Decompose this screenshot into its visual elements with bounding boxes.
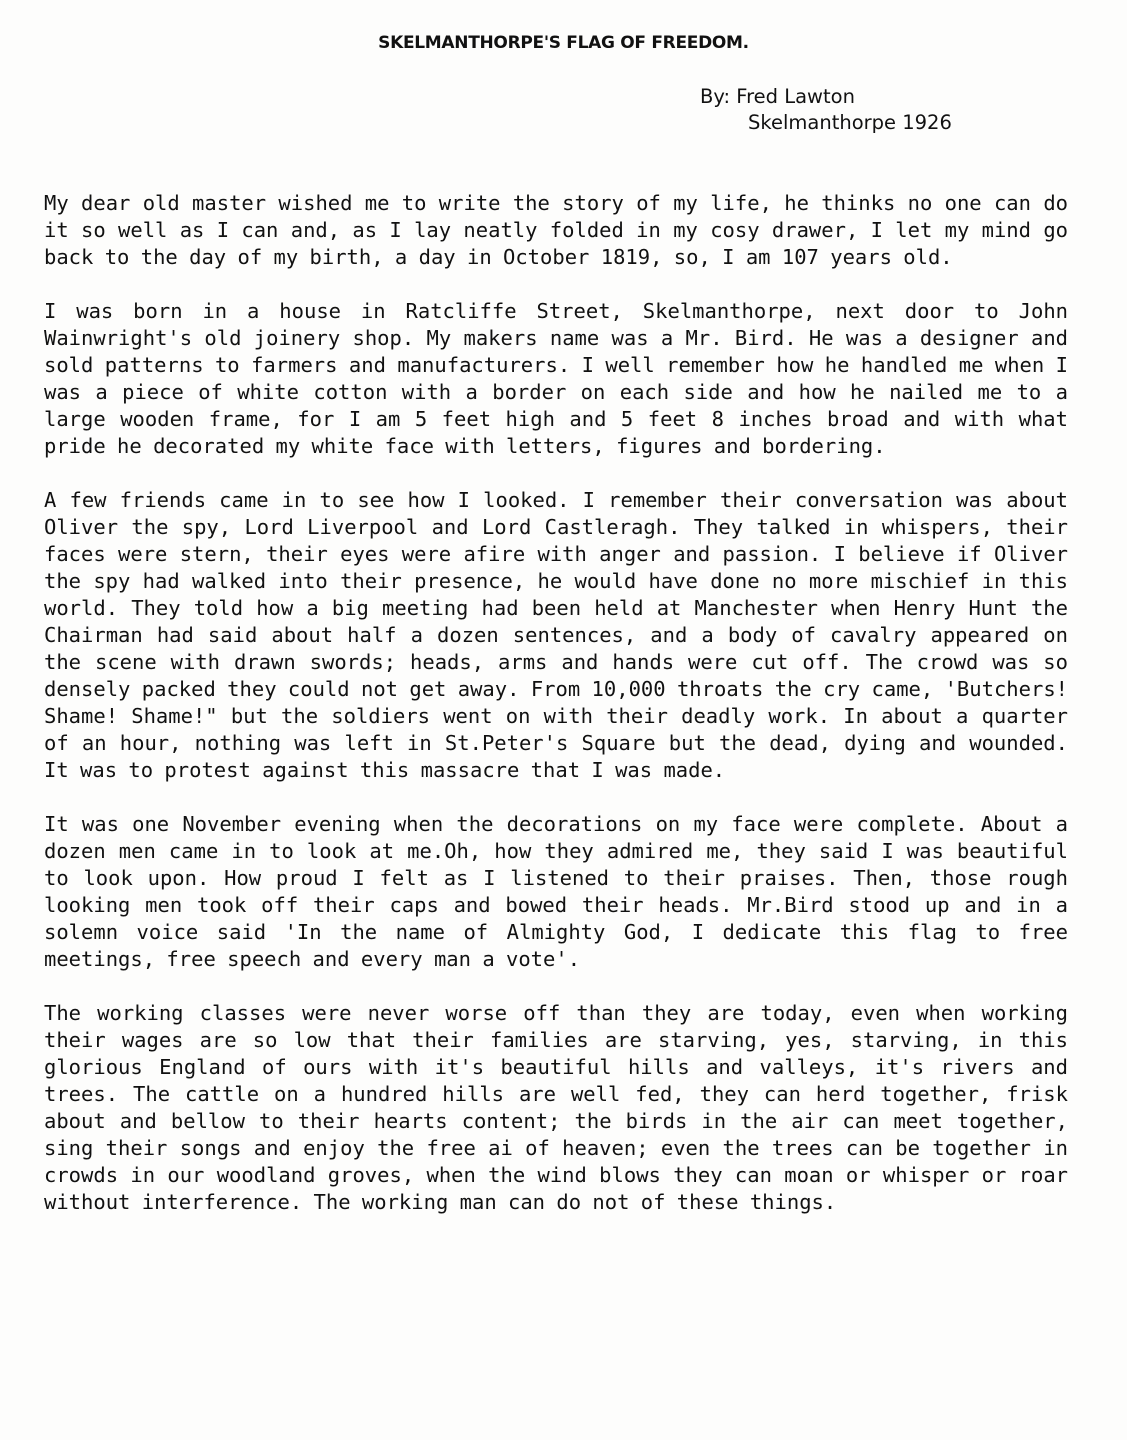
- byline: [700, 84, 952, 136]
- paragraph: It was one November evening when the decorations on my face were complete. About a dozen men came in to look at me.Oh, how they admired me, they said I was beautiful to look upon. How proud I felt as I listened to their praises. Then, those rough looking men took off their caps and bowed their heads. Mr.Bird stood up and in a solemn voice said 'In the name of Almighty God, I dedicate this flag to free meetings, free speech and every man a vote'.: [44, 812, 1068, 971]
- paragraph: I was born in a house in Ratcliffe Street, Skelmanthorpe, next door to John Wainwright's old joinery shop. My makers name was a Mr. Bird. He was a designer and sold patterns to farmers and manufacturers. I well remember how he handled me when I was a piece of white cotton with a border on each side and how he nailed me to a large wooden frame, for I am 5 feet high and 5 feet 8 inches broad and with what pride he decorated my white face with letters, figures and bordering.: [44, 299, 1068, 458]
- body-text: [44, 190, 1068, 1243]
- paragraph: The working classes were never worse off than they are today, even when working their wages are so low that their families are starving, yes, starving, in this glorious England of ours with it's beautiful hills and valleys, it's rivers and trees. The cattle on a hundred hills are well fed, they can herd together, frisk about and bellow to their hearts content; the birds in the air can meet together, sing their songs and enjoy the free ai of heaven; even the trees can be together in crowds in our woodland groves, when the wind blows they can moan or whisper or roar without interference. The working man can do not of these things.: [44, 1001, 1068, 1214]
- paragraph: My dear old master wished me to write the story of my life, he thinks no one can do it so well as I can and, as I lay neatly folded in my cosy drawer, I let my mind go back to the day of my birth, a day in October 1819, so, I am 107 years old.: [44, 191, 1068, 269]
- place-date-line: Skelmanthorpe 1926: [748, 111, 952, 134]
- document-title: SKELMANTHORPE'S FLAG OF FREEDOM.: [378, 33, 749, 53]
- author-line: By: Fred Lawton: [700, 85, 855, 108]
- paragraph: A few friends came in to see how I looked. I remember their conversation was about Oliver the spy, Lord Liverpool and Lord Castleragh. They talked in whispers, their faces were stern, their eyes were afire with anger and passion. I believe if Oliver the spy had walked into their presence, he would have done no more mischief in this world. They told how a big meeting had been held at Manchester when Henry Hunt the Chairman had said about half a dozen sentences, and a body of cavalry appeared on the scene with drawn swords; heads, arms and hands were cut off. The crowd was so densely packed they could not get away. From 10,000 throats the cry came, 'Butchers! Shame! Shame!" but the soldiers went on with their deadly work. In about a quarter of an hour, nothing was left in St.Peter's Square but the dead, dying and wounded. It was to protest against this massacre that I was made.: [44, 488, 1068, 782]
